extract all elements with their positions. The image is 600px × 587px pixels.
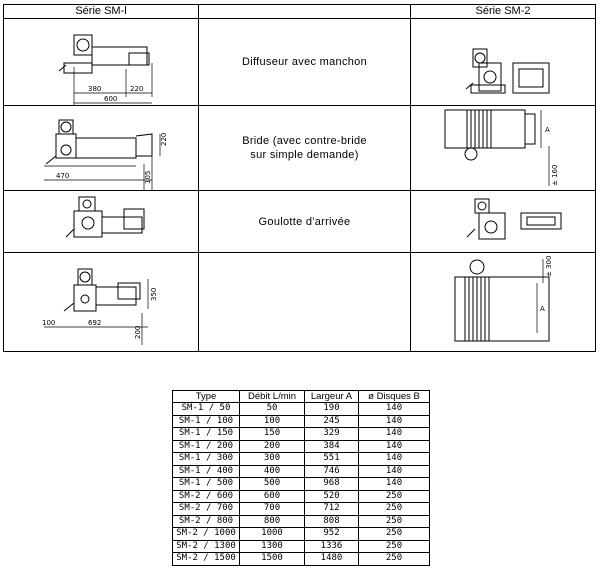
table-cell: 140 [359, 453, 430, 466]
sm1-dim-350: 350 [150, 287, 158, 301]
table-cell: SM-2 / 700 [173, 503, 240, 516]
table-cell: 140 [359, 465, 430, 478]
header-sm1: Série SM-l [4, 5, 199, 19]
config-row-base [4, 253, 596, 352]
table-row [173, 478, 430, 491]
spec-header-type: Type [173, 391, 240, 403]
table-cell: SM-2 / 1000 [173, 528, 240, 541]
sm1-dim-200: 200 [134, 325, 142, 339]
table-cell: 150 [240, 428, 305, 441]
table-cell: SM-2 / 1300 [173, 540, 240, 553]
table-cell: 384 [305, 440, 359, 453]
spec-header-width: Largeur A [305, 391, 359, 403]
table-cell: 952 [305, 528, 359, 541]
table-cell: 1000 [240, 528, 305, 541]
spec-table [172, 390, 430, 566]
table-cell: 600 [240, 490, 305, 503]
table-cell: 100 [240, 415, 305, 428]
table-row [173, 403, 430, 416]
configuration-table [3, 4, 596, 352]
table-row [173, 553, 430, 566]
sm1-dim-105: 105 [144, 170, 152, 184]
table-cell: 551 [305, 453, 359, 466]
table-row [173, 440, 430, 453]
sm1-diffuser-drawing [4, 19, 199, 106]
sm1-dim-470: 470 [56, 172, 70, 180]
sm1-chute-drawing [4, 191, 199, 253]
chute-description: Goulotte d'arrivée [199, 191, 411, 253]
table-cell: SM-1 / 400 [173, 465, 240, 478]
sm1-dim-100: 100 [42, 319, 56, 327]
table-cell: 746 [305, 465, 359, 478]
config-row-chute [4, 191, 596, 253]
flange-description: Bride (avec contre-bride sur simple demande) [199, 106, 411, 191]
sm2-chute-drawing [411, 191, 596, 253]
spec-header-flow: Débit L/min [240, 391, 305, 403]
table-row [173, 490, 430, 503]
sm1-dim-600: 600 [104, 95, 118, 103]
table-cell: 700 [240, 503, 305, 516]
sm1-dim-692: 692 [88, 319, 102, 327]
sm1-dim-380: 380 [88, 85, 102, 93]
table-cell: 200 [240, 440, 305, 453]
table-cell: 250 [359, 515, 430, 528]
spec-body [173, 403, 430, 566]
table-row [173, 428, 430, 441]
sm2-flange-drawing [411, 106, 596, 191]
table-cell: 400 [240, 465, 305, 478]
table-cell: SM-1 / 200 [173, 440, 240, 453]
base-description [199, 253, 411, 352]
header-sm2: Série SM-2 [411, 5, 596, 19]
table-row [173, 515, 430, 528]
table-cell: 500 [240, 478, 305, 491]
config-row-diffuser [4, 19, 596, 106]
table-cell: 968 [305, 478, 359, 491]
table-cell: 800 [240, 515, 305, 528]
sm2-dim-a: A [545, 126, 550, 134]
table-cell: SM-2 / 600 [173, 490, 240, 503]
table-cell: 140 [359, 440, 430, 453]
sm1-flange-drawing [4, 106, 199, 191]
table-cell: 250 [359, 553, 430, 566]
table-cell: 140 [359, 403, 430, 416]
sm1-dim-220: 220 [130, 85, 144, 93]
table-row [173, 503, 430, 516]
table-cell: 140 [359, 428, 430, 441]
diffuser-description: Diffuseur avec manchon [199, 19, 411, 106]
table-cell: 140 [359, 415, 430, 428]
table-cell: 712 [305, 503, 359, 516]
table-cell: 1336 [305, 540, 359, 553]
table-cell: 1300 [240, 540, 305, 553]
spec-header-discs: ø Disques B [359, 391, 430, 403]
table-cell: 190 [305, 403, 359, 416]
table-cell: 245 [305, 415, 359, 428]
table-cell: 520 [305, 490, 359, 503]
table-cell: 329 [305, 428, 359, 441]
sm2-diffuser-drawing [411, 19, 596, 106]
header-middle [199, 5, 411, 19]
table-cell: SM-2 / 800 [173, 515, 240, 528]
sm1-dim-220b: 220 [160, 132, 168, 146]
sm2-base-drawing [411, 253, 596, 352]
table-row [173, 540, 430, 553]
table-cell: 1500 [240, 553, 305, 566]
table-cell: 250 [359, 528, 430, 541]
table-cell: 1480 [305, 553, 359, 566]
table-cell: 250 [359, 490, 430, 503]
sm2-dim-300: ± 300 [545, 255, 553, 277]
table-cell: SM-1 / 300 [173, 453, 240, 466]
table-cell: 140 [359, 478, 430, 491]
table-row [173, 453, 430, 466]
table-cell: SM-1 / 50 [173, 403, 240, 416]
table-cell: 50 [240, 403, 305, 416]
table-row [173, 465, 430, 478]
spec-header-row [173, 391, 430, 403]
config-row-flange [4, 106, 596, 191]
table-cell: 250 [359, 540, 430, 553]
table-cell: SM-1 / 150 [173, 428, 240, 441]
table-cell: SM-1 / 500 [173, 478, 240, 491]
table-row [173, 528, 430, 541]
sm2-dim-a2: A [540, 305, 545, 313]
table-cell: SM-1 / 100 [173, 415, 240, 428]
table-cell: 300 [240, 453, 305, 466]
sm2-dim-160: ± 160 [551, 164, 559, 186]
table-row [173, 415, 430, 428]
sm1-base-drawing [4, 253, 199, 352]
table-cell: 250 [359, 503, 430, 516]
table-cell: SM-2 / 1500 [173, 553, 240, 566]
table-cell: 808 [305, 515, 359, 528]
